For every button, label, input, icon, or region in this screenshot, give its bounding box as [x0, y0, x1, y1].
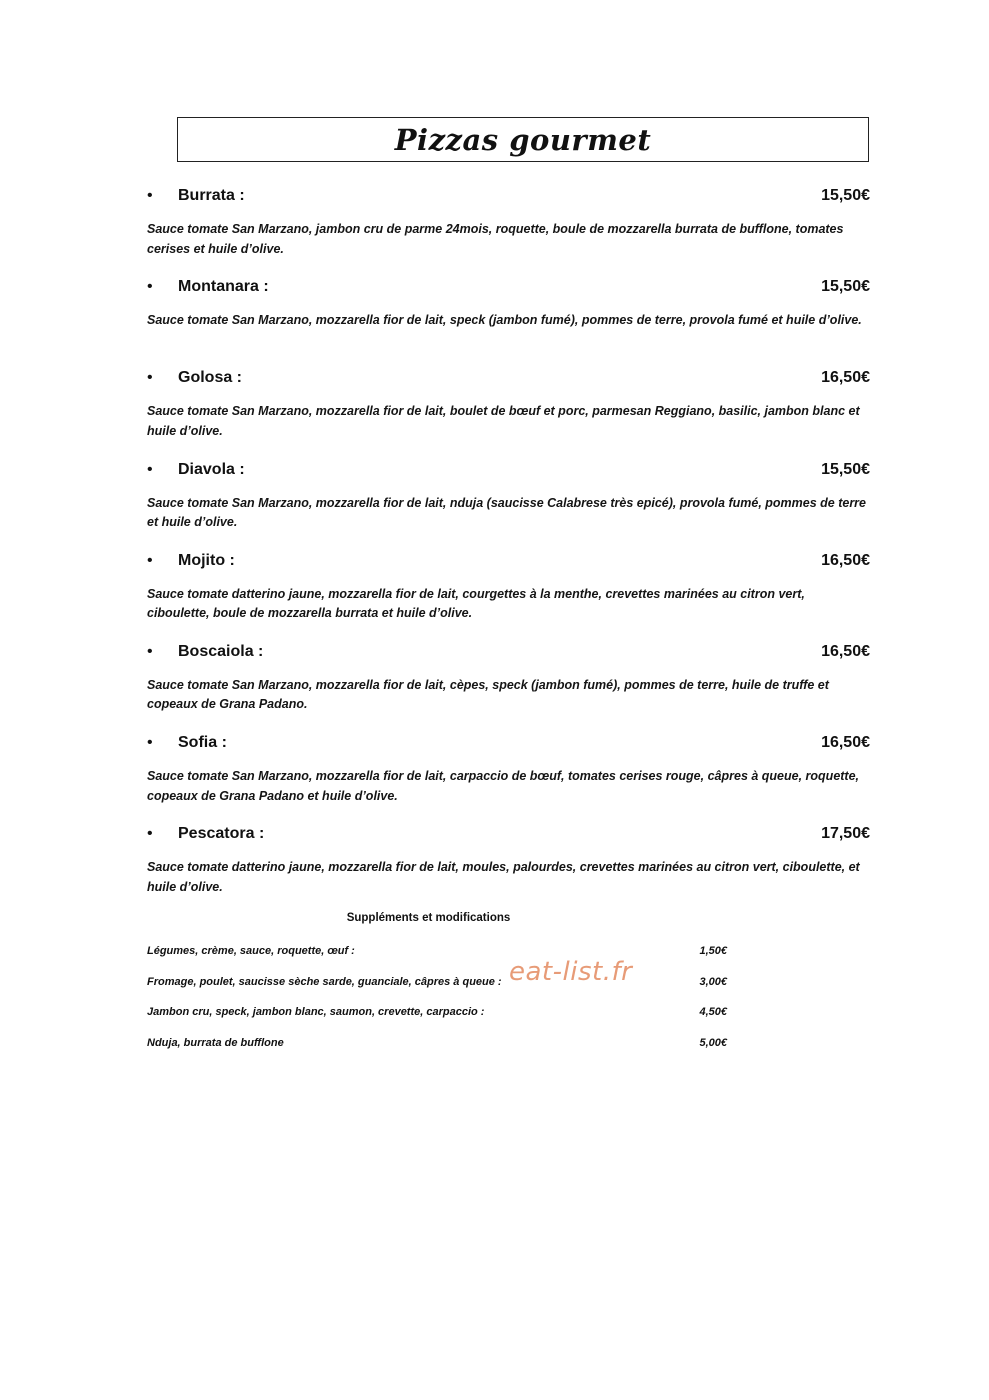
- pizza-name: Diavola :: [178, 460, 245, 478]
- menu-title-box: [177, 117, 869, 162]
- pizza-list: [147, 184, 870, 914]
- pizza-header: [147, 822, 870, 846]
- pizza-price: 15,50€: [821, 187, 870, 204]
- pizza-header: [147, 640, 870, 664]
- pizza-item: [147, 458, 870, 549]
- bullet-icon: •: [147, 369, 153, 387]
- pizza-item: [147, 731, 870, 822]
- pizza-description: Sauce tomate San Marzano, mozzarella fior de lait, speck (jambon fumé), pommes de terre, provola fumé et huile d’olive.: [147, 313, 862, 328]
- supplement-price: 5,00€: [699, 1037, 727, 1050]
- pizza-name: Boscaiola :: [178, 642, 264, 660]
- pizza-item: [147, 275, 870, 366]
- pizza-header: [147, 549, 870, 573]
- supplement-row: [147, 1004, 747, 1035]
- pizza-price: 16,50€: [821, 369, 870, 387]
- supplement-row: [147, 943, 747, 974]
- pizza-name: Golosa :: [178, 369, 243, 387]
- supplements-list: [147, 943, 747, 1066]
- pizza-header: [147, 184, 870, 208]
- pizza-price: 16,50€: [821, 642, 870, 660]
- supplements-title: Suppléments et modifications: [346, 912, 511, 924]
- supplement-label: Fromage, poulet, saucisse sèche sarde, guanciale, câpres à queue :: [147, 975, 502, 988]
- pizza-name: Burrata :: [178, 187, 245, 204]
- pizza-name: Mojito :: [178, 551, 235, 569]
- pizza-header: [147, 275, 870, 299]
- pizza-item: [147, 366, 870, 457]
- bullet-icon: •: [147, 734, 153, 752]
- pizza-price: 16,50€: [821, 734, 870, 752]
- bullet-icon: •: [147, 187, 153, 204]
- pizza-name: Pescatora :: [178, 825, 265, 843]
- pizza-item: [147, 549, 870, 640]
- pizza-description: Sauce tomate datterino jaune, mozzarella fior de lait, courgettes à la menthe, crevettes marinées au citron vert, ciboulette, boule de mozzarella burrata et huile d’olive.: [147, 586, 805, 621]
- pizza-price: 15,50€: [821, 460, 870, 478]
- pizza-item: [147, 184, 870, 275]
- bullet-icon: •: [147, 551, 153, 569]
- pizza-price: 17,50€: [821, 825, 870, 843]
- pizza-description: Sauce tomate San Marzano, mozzarella fior de lait, cèpes, speck (jambon fumé), pommes de terre, huile de truffe et copeaux de Grana Padano.: [147, 677, 829, 712]
- pizza-item: [147, 640, 870, 731]
- bullet-icon: •: [147, 278, 153, 296]
- pizza-description: Sauce tomate San Marzano, mozzarella fior de lait, boulet de bœuf et porc, parmesan Reggiano, basilic, jambon blanc et huile d’olive.: [147, 404, 860, 438]
- pizza-header: [147, 366, 870, 390]
- bullet-icon: •: [147, 642, 153, 660]
- pizza-item: [147, 822, 870, 913]
- supplement-row: [147, 1035, 747, 1066]
- bullet-icon: •: [147, 460, 153, 478]
- pizza-header: [147, 731, 870, 755]
- pizza-name: Sofia :: [178, 734, 227, 752]
- watermark-text: eat-list.fr: [509, 957, 633, 987]
- supplement-price: 1,50€: [699, 945, 727, 957]
- pizza-description: Sauce tomate San Marzano, mozzarella fior de lait, carpaccio de bœuf, tomates cerises rouge, câpres à queue, roquette, copeaux de Grana Padano et huile d’olive.: [147, 769, 860, 803]
- supplement-label: Légumes, crème, sauce, roquette, œuf :: [147, 945, 355, 957]
- bullet-icon: •: [147, 825, 153, 843]
- pizza-description: Sauce tomate datterino jaune, mozzarella fior de lait, moules, palourdes, crevettes marinées au citron vert, ciboulette, et huile d’olive.: [147, 860, 860, 894]
- pizza-description: Sauce tomate San Marzano, mozzarella fior de lait, nduja (saucisse Calabrese très epicé), provola fumé, pommes de terre et huile d’olive.: [147, 495, 866, 530]
- pizza-name: Montanara :: [178, 278, 269, 296]
- supplement-label: Nduja, burrata de bufflone: [147, 1037, 284, 1050]
- pizza-description: Sauce tomate San Marzano, jambon cru de parme 24mois, roquette, boule de mozzarella burrata de bufflone, tomates cerises et huile d’olive.: [147, 222, 844, 256]
- pizza-price: 16,50€: [821, 551, 870, 569]
- pizza-header: [147, 458, 870, 482]
- supplement-price: 4,50€: [699, 1006, 727, 1019]
- supplement-label: Jambon cru, speck, jambon blanc, saumon, crevette, carpaccio :: [147, 1006, 485, 1019]
- pizza-price: 15,50€: [821, 278, 870, 296]
- page-title: Pizzas gourmet: [394, 122, 652, 157]
- supplement-price: 3,00€: [699, 975, 727, 988]
- supplement-row: [147, 974, 747, 1005]
